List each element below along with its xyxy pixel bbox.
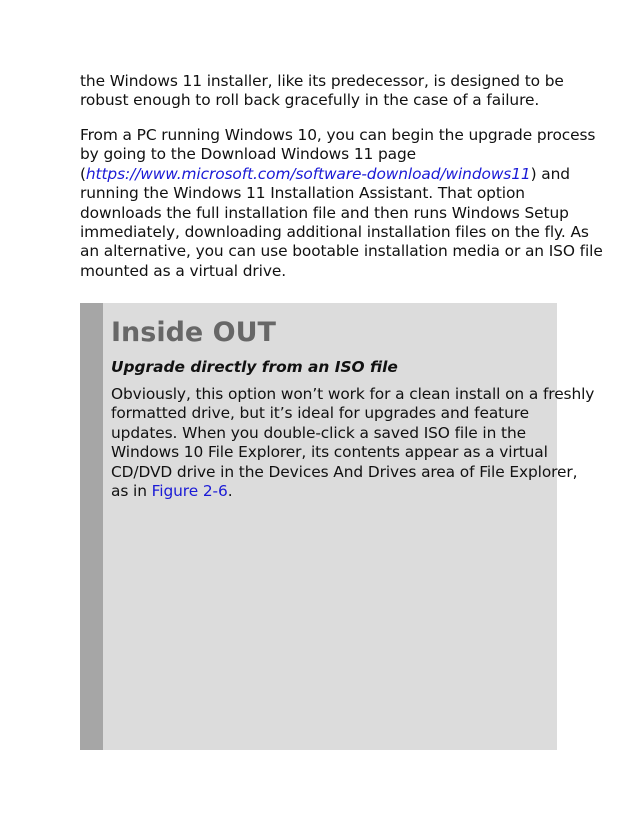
sidebar-subtitle: Upgrade directly from an ISO file [111, 358, 398, 376]
inside-out-sidebar [80, 303, 595, 750]
text-line-with-link [80, 164, 570, 184]
close-paren-text: ) and [530, 164, 570, 183]
text-line: an alternative, you can use bootable installation media or an ISO file [80, 242, 603, 261]
text-line: the Windows 11 installer, like its predecessor, is designed to be [80, 72, 564, 90]
text-line: robust enough to roll back gracefully in the case of a failure. [80, 91, 540, 110]
text-line: mounted as a virtual drive. [80, 261, 286, 280]
text-line: Obviously, this option won’t work for a clean install on a freshly [111, 385, 595, 403]
sidebar-title: Inside OUT [111, 317, 276, 348]
text-line: running the Windows 11 Installation Assistant. That option [80, 184, 525, 203]
body-paragraph-intro [80, 72, 564, 111]
sidebar-accent-bar [80, 303, 103, 750]
download-windows11-link[interactable]: https://www.microsoft.com/software-download/windows11 [85, 164, 531, 183]
text-line: Windows 10 File Explorer, its contents appear as a virtual [111, 443, 548, 462]
figure-2-6-link[interactable]: Figure 2-6 [151, 482, 228, 501]
xref-suffix: . [227, 482, 233, 501]
text-line: CD/DVD drive in the Devices And Drives area of File Explorer, [111, 462, 578, 481]
text-line: updates. When you double-click a saved ISO file in the [111, 423, 527, 442]
text-line: formatted drive, but it’s ideal for upgrades and feature [111, 404, 529, 423]
xref-prefix: as in [111, 482, 152, 501]
text-line: immediately, downloading additional installation files on the fly. As [80, 223, 589, 242]
text-line-with-xref [111, 482, 557, 501]
body-paragraph-upgrade-process [80, 126, 603, 281]
text-line: by going to the Download Windows 11 page [80, 145, 417, 164]
text-line: From a PC running Windows 10, you can begin the upgrade process [80, 126, 596, 144]
text-line: downloads the full installation file and then runs Windows Setup [80, 203, 569, 222]
sidebar-body [111, 385, 595, 501]
open-paren: ( [80, 164, 86, 183]
